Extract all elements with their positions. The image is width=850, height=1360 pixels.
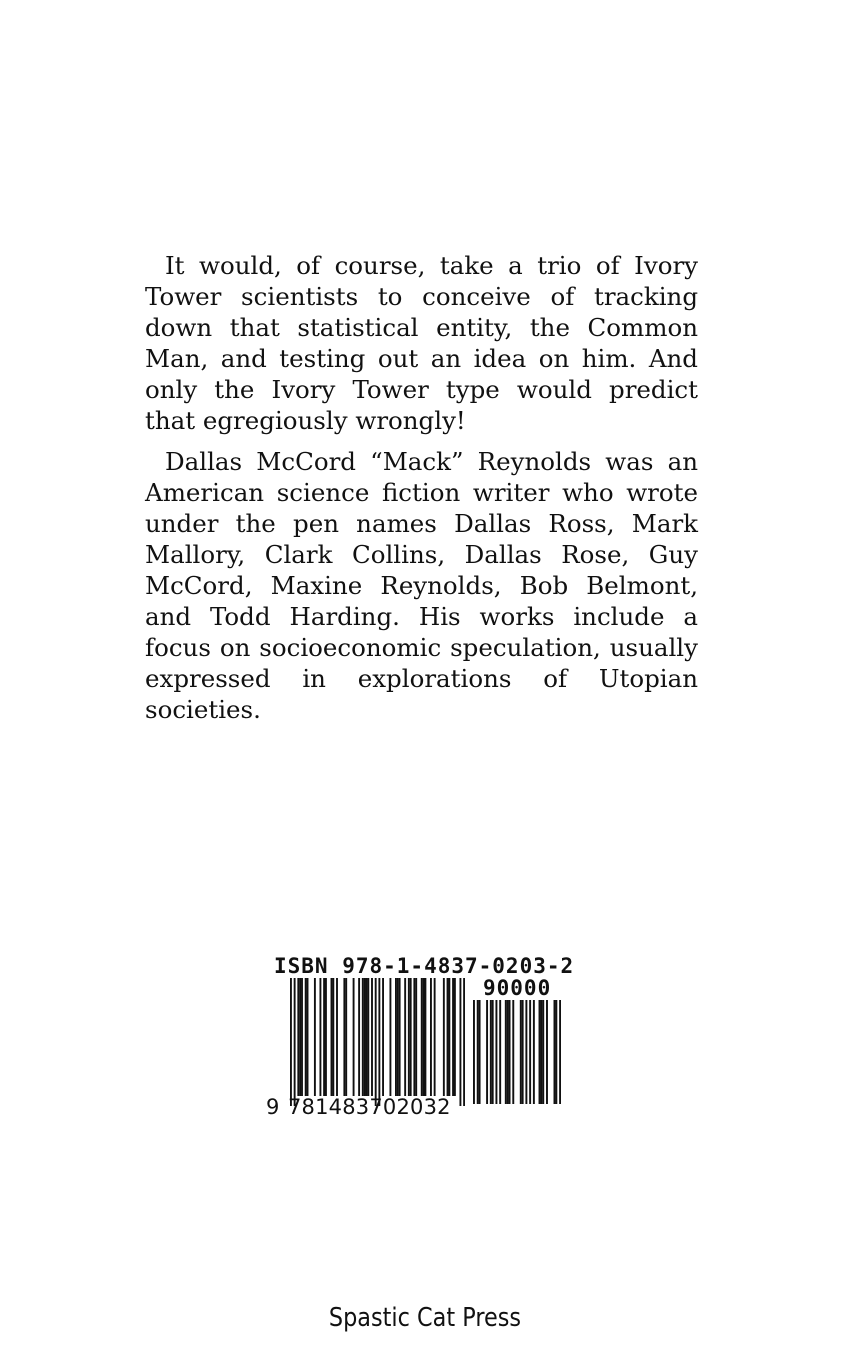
barcode-bar [362, 978, 364, 1096]
barcode-bar [301, 978, 303, 1096]
barcode-bar [378, 978, 380, 1106]
barcode-bar [424, 978, 426, 1096]
barcode-bar [408, 978, 410, 1096]
addon-bar [495, 1000, 497, 1104]
barcode-bar [447, 978, 449, 1096]
barcode-bar [343, 978, 345, 1096]
barcode-remaining-digits: 781483702032 [288, 1095, 451, 1119]
barcode-bar [434, 978, 436, 1096]
barcode-bar [413, 978, 415, 1096]
barcode-first-digit: 9 [266, 1095, 280, 1119]
barcode-bar [353, 978, 355, 1096]
addon-bar [554, 1000, 556, 1104]
barcode-bar [397, 978, 399, 1096]
addon-bar [505, 1000, 507, 1104]
barcode-bar [297, 978, 299, 1096]
barcode-bar [314, 978, 316, 1096]
barcode-bar [389, 978, 391, 1096]
barcode-bar [375, 978, 377, 1106]
barcode-digits [266, 1095, 451, 1119]
barcode-bar [410, 978, 412, 1096]
addon-bar [490, 1000, 492, 1104]
addon-bar [492, 1000, 494, 1104]
barcode-bar [430, 978, 432, 1096]
addon-bar [559, 1000, 561, 1104]
addon-bar [479, 1000, 481, 1104]
ean13-barcode [290, 978, 465, 1106]
addon-bar [540, 1000, 542, 1104]
isbn-barcode-block [266, 954, 575, 1124]
barcode-bar [415, 978, 417, 1096]
back-cover-blurb [145, 250, 698, 735]
barcode-bar [463, 978, 465, 1106]
barcode-bar [423, 978, 425, 1096]
addon-bar [539, 1000, 541, 1104]
barcode-bar [332, 978, 334, 1096]
barcode-bar [399, 978, 401, 1096]
barcode-bar [305, 978, 307, 1096]
barcode-bar [366, 978, 368, 1096]
addon-bar [473, 1000, 475, 1104]
addon-bar [533, 1000, 535, 1104]
addon-bar [525, 1000, 527, 1104]
barcode-bar [325, 978, 327, 1096]
barcode-bar [367, 978, 369, 1096]
addon-bar [529, 1000, 531, 1104]
addon-bar [486, 1000, 488, 1104]
barcode-bar [454, 978, 456, 1096]
barcode-bar [290, 978, 292, 1106]
barcode-bar [294, 978, 296, 1106]
barcode-bar [336, 978, 338, 1096]
addon-bar [512, 1000, 514, 1104]
barcode-bar [358, 978, 360, 1096]
barcode-bar [299, 978, 301, 1096]
barcode-bar [452, 978, 454, 1096]
addon-label: 90000 [483, 976, 552, 1000]
barcode-bar [448, 978, 450, 1096]
addon-barcode [473, 1000, 561, 1104]
barcode-bar [331, 978, 333, 1096]
barcode-bar [371, 978, 373, 1096]
addon-bar [542, 1000, 544, 1104]
addon-bar [555, 1000, 557, 1104]
blurb-paragraph-1: It would, of course, take a trio of Ivory Tower scientists to conceive of tracking down that statistical entity, the Common Man, and testing out an idea on him. And only the Ivory Tower type would predict that egregiously wrongly! [145, 251, 698, 435]
barcode-bar [404, 978, 406, 1096]
barcode-bar [443, 978, 445, 1096]
barcode-bar [307, 978, 309, 1096]
isbn-label: ISBN 978-1-4837-0203-2 [274, 954, 575, 978]
addon-bar [507, 1000, 509, 1104]
barcode-bar [421, 978, 423, 1096]
barcode-bar [459, 978, 461, 1106]
barcode-bar [382, 978, 384, 1096]
addon-bar [509, 1000, 511, 1104]
publisher-name: Spastic Cat Press [328, 1303, 522, 1333]
addon-bar [520, 1000, 522, 1104]
addon-bar [522, 1000, 524, 1104]
addon-bar [546, 1000, 548, 1104]
barcode-bar [395, 978, 397, 1096]
addon-bar [477, 1000, 479, 1104]
addon-bar [499, 1000, 501, 1104]
barcode-bar [364, 978, 366, 1096]
barcode-bar [319, 978, 321, 1096]
barcode-bar [345, 978, 347, 1096]
blurb-paragraph-2: Dallas McCord “Mack” Reynolds was an American science fiction writer who wrote under the pen names Dallas Ross, Mark Mallory, Clark Collins, Dallas Rose, Guy McCord, Maxine Reynolds, Bob Belmont, and Todd Harding. His works include a focus on socioeconomic speculation, usually expressed in explorations of Utopian societies. [145, 447, 698, 724]
barcode-bar [323, 978, 325, 1096]
